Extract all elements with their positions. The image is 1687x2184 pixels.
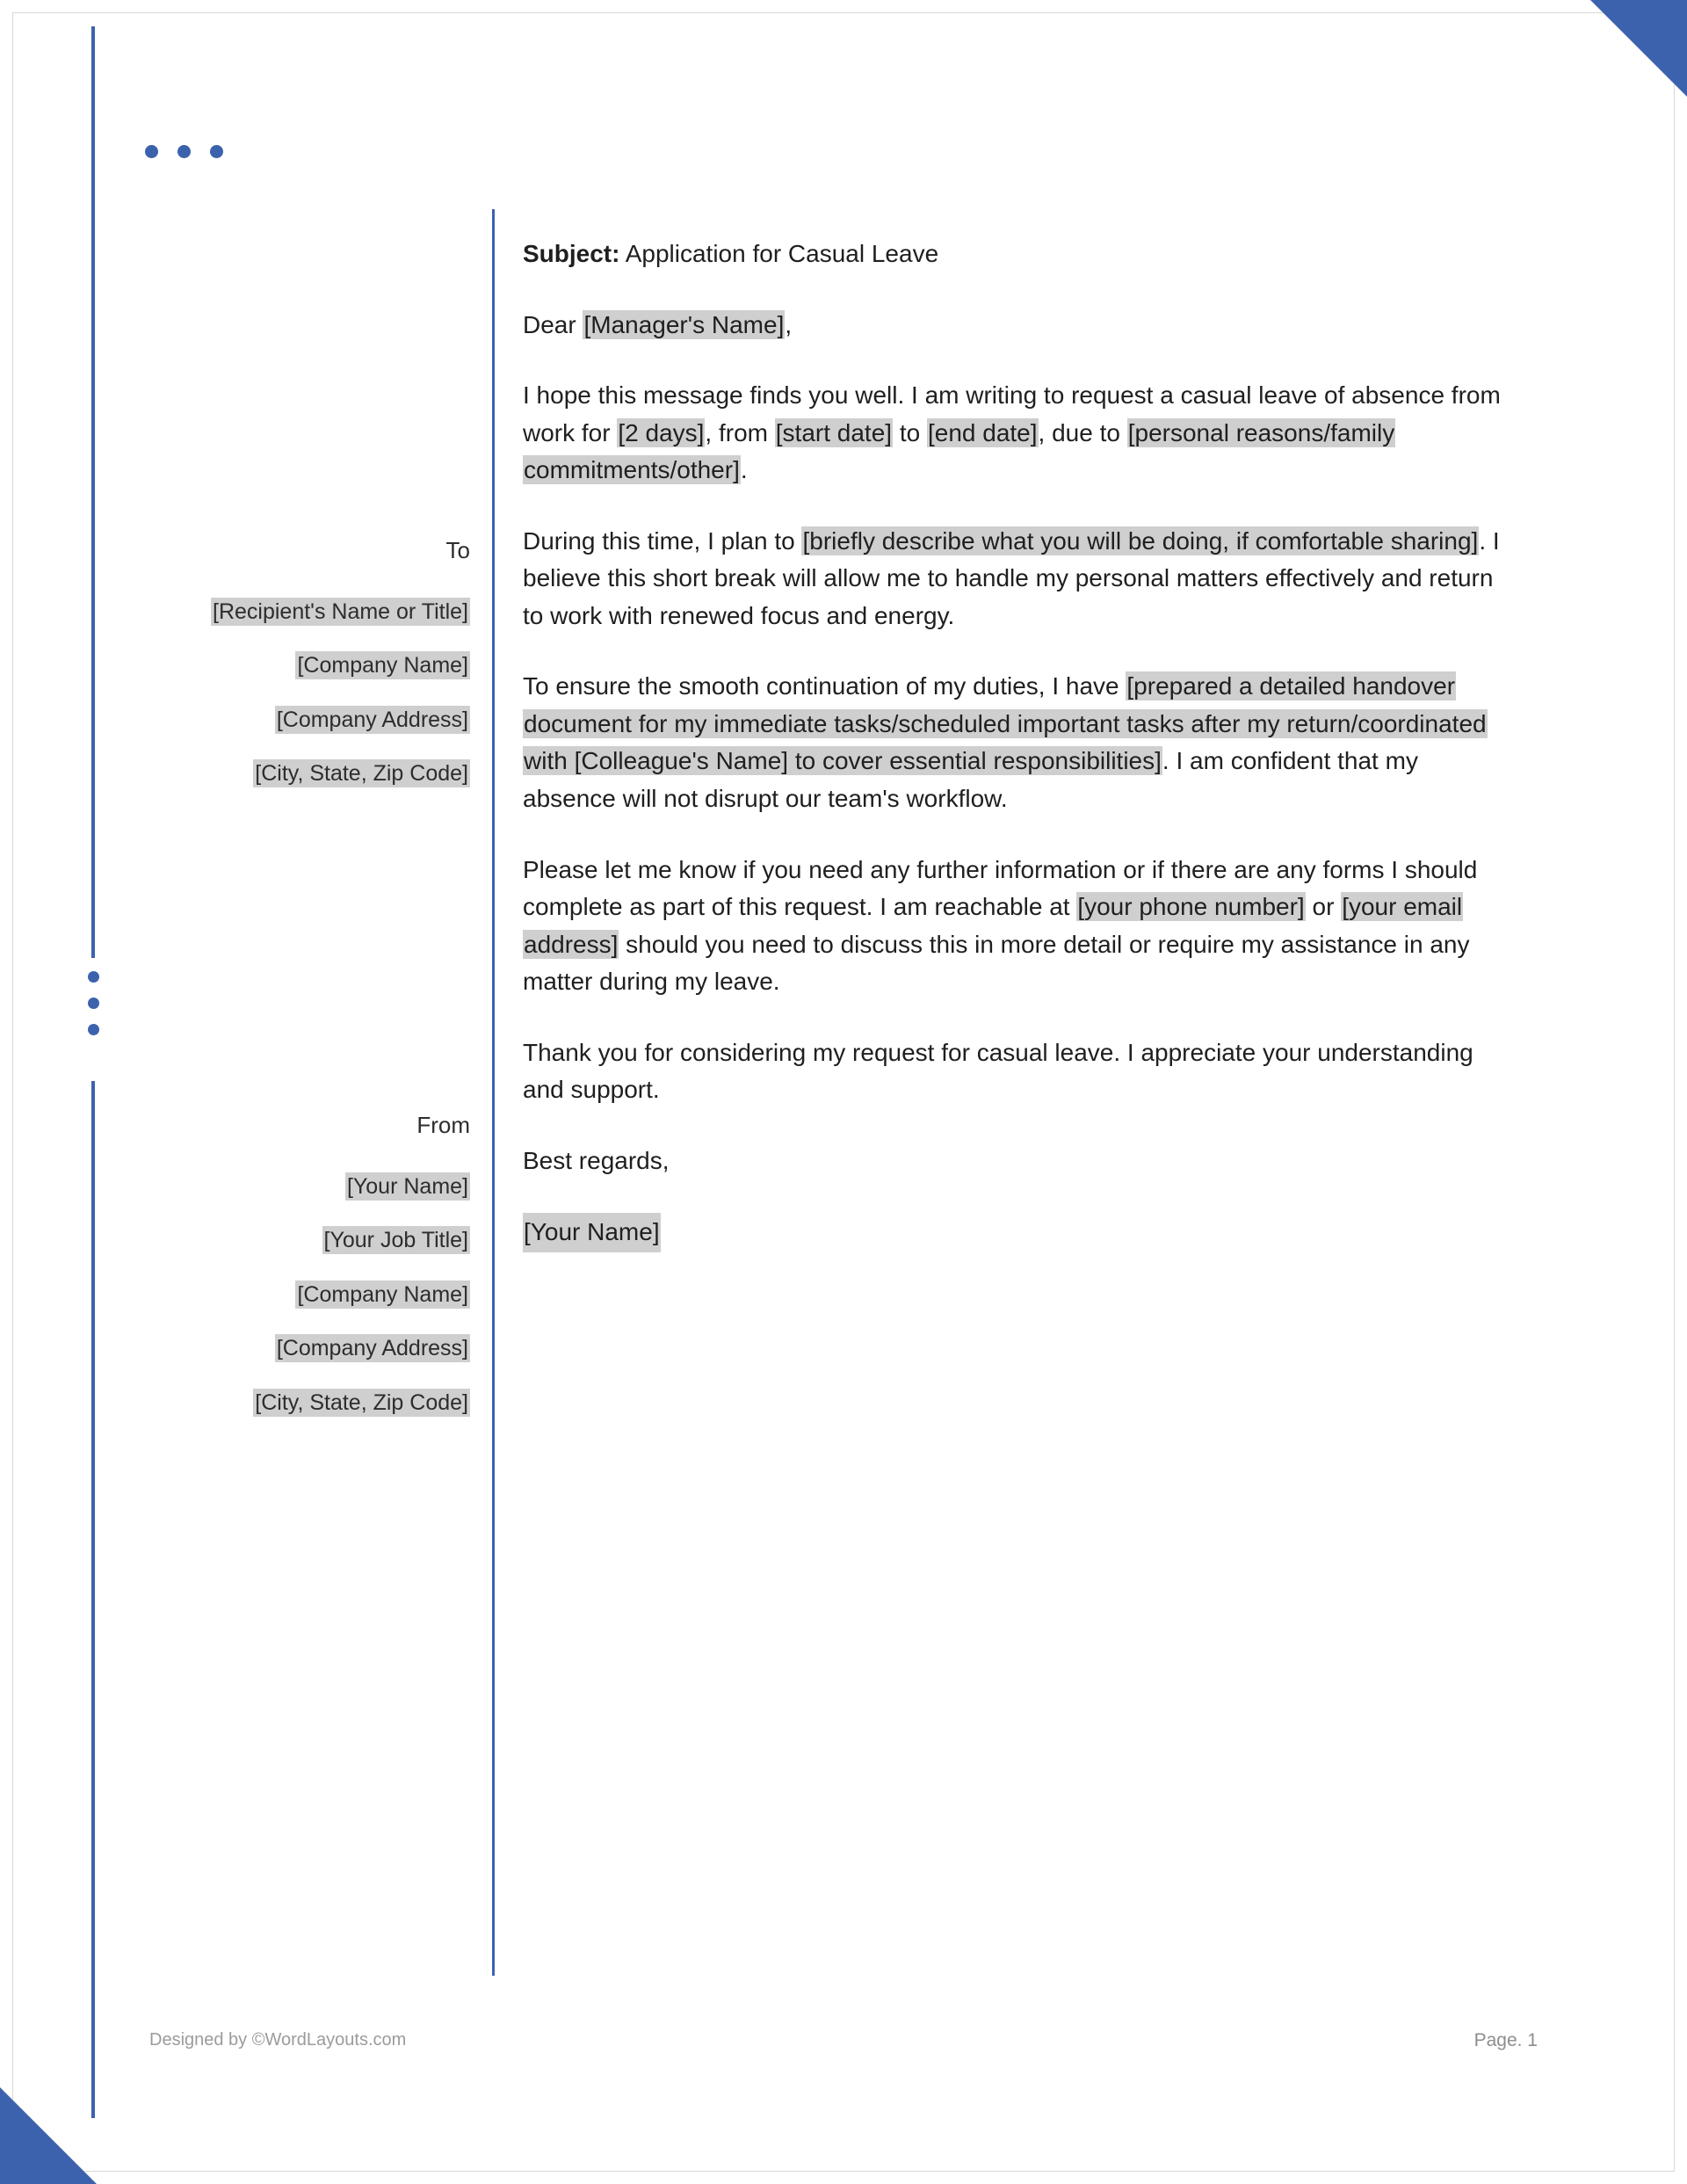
recipient-company-address-placeholder[interactable]: [Company Address] xyxy=(276,707,468,732)
paragraph-5: Thank you for considering my request for casual leave. I appreciate your understanding and support. xyxy=(523,1038,1473,1104)
manager-name-placeholder[interactable]: [Manager's Name] xyxy=(583,310,785,338)
activity-description-placeholder[interactable]: [briefly describe what you will be doing, if comfortable sharing] xyxy=(802,526,1479,555)
decorative-dots-vertical xyxy=(88,971,99,1035)
sender-city-line xyxy=(132,1388,470,1419)
sender-job-title-line xyxy=(132,1225,470,1257)
signature-name-placeholder[interactable]: [Your Name] xyxy=(523,1213,661,1252)
sender-job-title-placeholder[interactable]: [Your Job Title] xyxy=(323,1228,468,1253)
p2-text-b: . I believe this short break will allow me to handle my personal matters effectively and return to work with renewed focus and energy. xyxy=(523,526,1500,629)
sender-company-address-line xyxy=(132,1333,470,1365)
subject-label: Subject: xyxy=(523,240,620,267)
dot-icon xyxy=(88,998,99,1009)
signature-line xyxy=(523,1213,1511,1252)
end-date-placeholder[interactable]: [end date] xyxy=(927,418,1038,446)
leave-duration-placeholder[interactable]: [2 days] xyxy=(618,418,705,446)
email-address-placeholder[interactable]: [your email address] xyxy=(524,893,1463,958)
sender-name-line xyxy=(132,1172,470,1203)
closing-line: Best regards, xyxy=(523,1146,670,1174)
body-divider-rule xyxy=(492,209,495,1976)
p1-text-a: I hope this message finds you well. I am writing to request a casual leave of absence from work for xyxy=(523,381,1501,446)
footer-credit[interactable]: Designed by ©WordLayouts.com xyxy=(149,2030,407,2050)
start-date-placeholder[interactable]: [start date] xyxy=(775,418,893,446)
p4-text-b: or xyxy=(1305,893,1342,921)
sender-company-placeholder[interactable]: [Company Name] xyxy=(297,1281,468,1307)
dot-icon xyxy=(88,971,99,983)
paragraph-3 xyxy=(523,668,1511,817)
p1-text-c: to xyxy=(893,418,927,446)
p1-text-d: , due to xyxy=(1038,418,1127,446)
left-accent-rule-upper xyxy=(91,26,95,958)
dot-icon xyxy=(210,145,223,158)
subject-line xyxy=(523,236,1511,273)
decorative-dots-horizontal xyxy=(145,145,223,158)
p1-text-b: , from xyxy=(705,418,775,446)
sender-city-placeholder[interactable]: [City, State, Zip Code] xyxy=(255,1389,468,1415)
salutation-prefix: Dear xyxy=(523,310,583,338)
paragraph-4 xyxy=(523,852,1511,1001)
corner-triangle-bottom-left xyxy=(0,2087,97,2184)
p3-text-b: . I am confident that my absence will not disrupt our team's workflow. xyxy=(523,747,1418,813)
sender-name-placeholder[interactable]: [Your Name] xyxy=(346,1173,468,1199)
handover-plan-placeholder[interactable]: [prepared a detailed handover document for my immediate tasks/scheduled important tasks after my return/coordinated with [Colleague's Name] to cover essential responsibilities] xyxy=(524,672,1487,775)
dot-icon xyxy=(88,1024,99,1035)
corner-triangle-top-right xyxy=(1590,0,1687,97)
dot-icon xyxy=(145,145,158,158)
recipient-city-placeholder[interactable]: [City, State, Zip Code] xyxy=(255,761,468,787)
paragraph-1 xyxy=(523,377,1511,490)
p1-text-e: . xyxy=(740,456,748,484)
salutation-suffix: , xyxy=(785,310,793,338)
leave-reason-placeholder[interactable]: [personal reasons/family commitments/other] xyxy=(524,418,1395,484)
recipient-company-address-line xyxy=(132,705,470,736)
footer-page-number: Page. 1 xyxy=(1473,2030,1538,2050)
recipient-address-block xyxy=(132,534,470,813)
recipient-company-placeholder[interactable]: [Company Name] xyxy=(297,653,468,678)
recipient-name-placeholder[interactable]: [Recipient's Name or Title] xyxy=(213,599,468,624)
phone-number-placeholder[interactable]: [your phone number] xyxy=(1077,893,1305,921)
recipient-city-line xyxy=(132,758,470,790)
left-accent-rule-lower xyxy=(91,1081,95,2118)
p4-text-c: should you need to discuss this in more detail or require my assistance in any matter during my leave. xyxy=(523,930,1470,996)
to-heading: To xyxy=(445,537,470,563)
p2-text-a: During this time, I plan to xyxy=(523,526,802,555)
letter-body xyxy=(523,236,1511,1286)
paragraph-2 xyxy=(523,523,1511,635)
recipient-name-line xyxy=(132,597,470,628)
sender-company-address-placeholder[interactable]: [Company Address] xyxy=(276,1336,468,1361)
recipient-company-line xyxy=(132,650,470,682)
p4-text-a: Please let me know if you need any further information or if there are any forms I should complete as part of this request. I am reachable at xyxy=(523,855,1478,921)
p3-text-a: To ensure the smooth continuation of my duties, I have xyxy=(523,672,1126,700)
sender-address-block xyxy=(132,1109,470,1441)
subject-value[interactable]: Application for Casual Leave xyxy=(619,240,939,267)
salutation xyxy=(523,307,1511,345)
from-heading: From xyxy=(416,1112,470,1138)
dot-icon xyxy=(177,145,191,158)
sender-company-line xyxy=(132,1280,470,1311)
